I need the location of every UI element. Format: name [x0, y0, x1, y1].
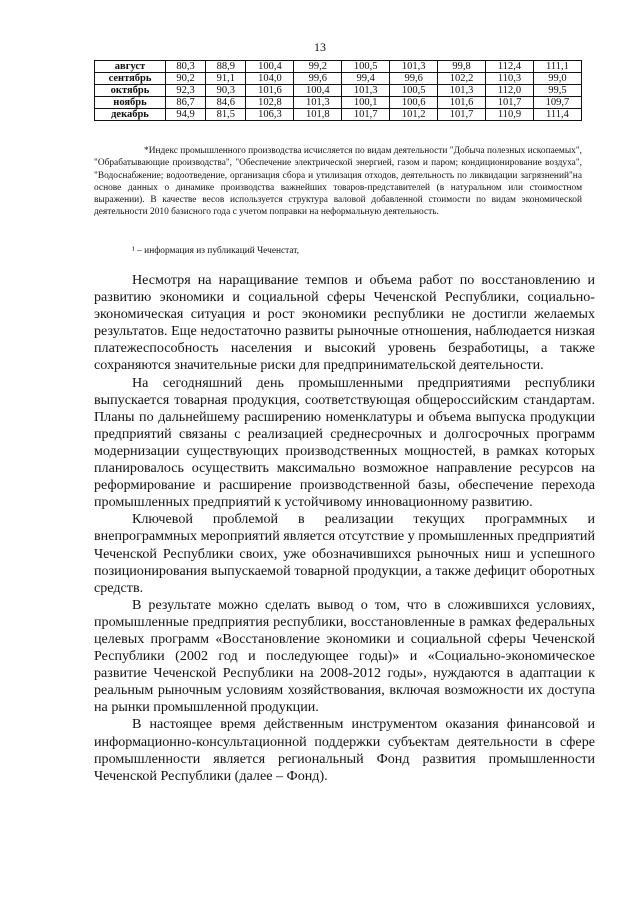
- footnote-index-methodology: *Индекс промышленного производства исчисляется по видам деятельности "Добыча полезных ископаемых", "Обрабатывающие производства", "Обеспечение электрической энергией, газом и паром; кондиционирование воздуха", "Водоснабжение; водоотведение, организация сбора и утилизация отходов, деятельность по ликвидации загрязнений"на основе данных о динамике производства важнейших товаров-представителей (в натуральном или стоимостном выражении). В качестве весов используется структура валовой добавленной стоимости по видам экономической деятельности 2010 базисного года с учетом поправки на неформальную деятельность.: [94, 146, 582, 218]
- table-cell-value: 110,9: [486, 109, 534, 121]
- footnote-source: ¹ – информация из публикаций Чеченстат,: [132, 246, 300, 256]
- table-cell-value: 101,7: [486, 97, 534, 109]
- table-cell-value: 100,6: [390, 97, 438, 109]
- paragraph: В настоящее время действенным инструментом оказания финансовой и информационно-консультационной поддержки субъектам деятельности в сфере промышленности является региональный Фонд развития промышленности Чеченской Республики (далее – Фонд).: [94, 716, 595, 784]
- table-cell-value: 91,1: [206, 73, 246, 85]
- paragraph: В результате можно сделать вывод о том, что в сложившихся условиях, промышленные предприятия республики, восстановленные в рамках федеральных целевых программ «Восстановление экономики и социальной сферы Чеченской Республики (2002 год и последующее годы)» и «Социально-экономическое развитие Чеченской Республики на 2008-2012 годы», нуждаются в адаптации к реальным рыночным условиям хозяйствования, включая возможности их доступа на рынки промышленной продукции.: [94, 596, 595, 716]
- table-cell-value: 104,0: [246, 73, 294, 85]
- table-cell-value: 112,4: [486, 61, 534, 73]
- table-cell-value: 99,8: [438, 61, 486, 73]
- table-cell-value: 106,3: [246, 109, 294, 121]
- table-cell-value: 101,7: [342, 109, 390, 121]
- table-cell-value: 92,3: [166, 85, 206, 97]
- table-cell-value: 102,8: [246, 97, 294, 109]
- table-cell-value: 100,4: [246, 61, 294, 73]
- page-number: 13: [314, 40, 326, 54]
- table-cell-value: 101,7: [438, 109, 486, 121]
- table-cell-value: 100,4: [294, 85, 342, 97]
- paragraph: На сегодняшний день промышленными предприятиями республики выпускается товарная продукция, соответствующая общероссийским стандартам. Планы по дальнейшему расширению номенклатуры и объема выпуска продукции предприятий связаны с реализацией среднесрочных и долгосрочных программ модернизации существующих производственных мощностей, в рамках которых планировалось осуществить максимально возможное направление ресурсов на реформирование и расширение производственной базы, обеспечение перехода промышленных предприятий к устойчивому инновационному развитию.: [94, 374, 595, 511]
- table-cell-value: 90,2: [166, 73, 206, 85]
- table-cell-value: 99,6: [390, 73, 438, 85]
- paragraph: Ключевой проблемой в реализации текущих программных и внепрограммных мероприятий является отсутствие у промышленных предприятий Чеченской Республики своих, уже обозначившихся рыночных ниш и успешного позиционирования выпускаемой товарной продукции, а также дефицит оборотных средств.: [94, 511, 595, 596]
- table-cell-value: 99,4: [342, 73, 390, 85]
- industrial-index-table: [94, 60, 582, 121]
- table-row: [95, 85, 582, 97]
- table-cell-value: 109,7: [533, 97, 581, 109]
- table-row: [95, 109, 582, 121]
- table-cell-value: 100,5: [342, 61, 390, 73]
- table-cell-value: 100,5: [390, 85, 438, 97]
- table-cell-value: 99,6: [294, 73, 342, 85]
- table-cell-value: 101,3: [294, 97, 342, 109]
- table-cell-value: 88,9: [206, 61, 246, 73]
- table-cell-value: 101,2: [390, 109, 438, 121]
- body-text: [94, 272, 595, 785]
- table-cell-value: 84,6: [206, 97, 246, 109]
- table-cell-value: 101,3: [438, 85, 486, 97]
- table-cell-value: 102,2: [438, 73, 486, 85]
- paragraph: Несмотря на наращивание темпов и объема работ по восстановлению и развитию экономики и социальной сферы Чеченской Республики, социально-экономическая ситуация и рост экономики республики не достигли желаемых результатов. Еще недостаточно развиты рыночные отношения, наблюдается низкая платежеспособность населения и высокий уровень безработицы, а также сохраняются значительные риски для предпринимательской деятельности.: [94, 272, 595, 374]
- table-row: [95, 73, 582, 85]
- table-body: [95, 61, 582, 121]
- table-cell-value: 110,3: [486, 73, 534, 85]
- table-cell-value: 81,5: [206, 109, 246, 121]
- table-cell-value: 99,2: [294, 61, 342, 73]
- table-cell-value: 99,0: [533, 73, 581, 85]
- table-cell-value: 112,0: [486, 85, 534, 97]
- table-cell-value: 80,3: [166, 61, 206, 73]
- table-cell-value: 86,7: [166, 97, 206, 109]
- table-cell-value: 100,1: [342, 97, 390, 109]
- table-cell-value: 90,3: [206, 85, 246, 97]
- table-cell-value: 101,3: [390, 61, 438, 73]
- table-cell-month: октябрь: [95, 85, 166, 97]
- table-cell-value: 101,3: [342, 85, 390, 97]
- table-cell-value: 101,6: [438, 97, 486, 109]
- table-row: [95, 61, 582, 73]
- table-cell-value: 101,8: [294, 109, 342, 121]
- table-cell-month: сентябрь: [95, 73, 166, 85]
- table-cell-month: ноябрь: [95, 97, 166, 109]
- table-cell-value: 94,9: [166, 109, 206, 121]
- table-cell-value: 111,1: [533, 61, 581, 73]
- table-cell-month: август: [95, 61, 166, 73]
- table-cell-value: 101,6: [246, 85, 294, 97]
- table-cell-value: 111,4: [533, 109, 581, 121]
- table-row: [95, 97, 582, 109]
- table-cell-value: 99,5: [533, 85, 581, 97]
- table-cell-month: декабрь: [95, 109, 166, 121]
